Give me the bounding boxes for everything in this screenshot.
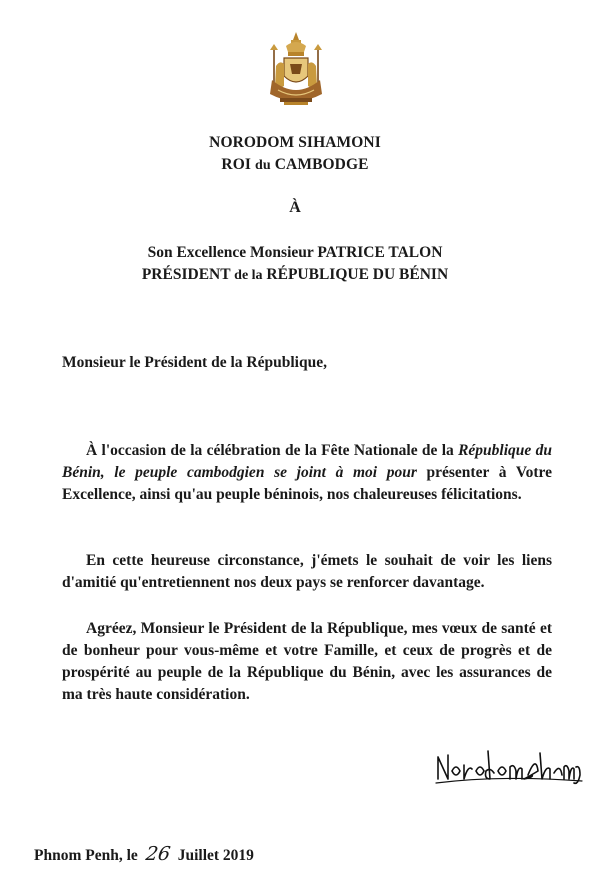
date-day-handwritten: 26: [144, 843, 172, 865]
recipient-name: Son Excellence Monsieur PATRICE TALON: [147, 244, 443, 261]
body-paragraph-3: Agréez, Monsieur le Président de la République, mes vœux de santé et de bonheur pour vous-même et votre Famille, et ceux de progrès et de prospérité au peuple de la République du Bénin, avec les assurances de ma très haute considération.: [62, 620, 552, 703]
sender-title-du: du: [255, 158, 271, 173]
royal-arms-emblem: [262, 30, 330, 110]
date-month-year: Juillet 2019: [177, 847, 254, 864]
recipient-title-president: PRÉSIDENT: [141, 266, 231, 283]
p1-start: À l'occasion de la célébration de la Fête Nationale de la: [86, 442, 459, 459]
body-paragraph-1: [62, 440, 552, 506]
handwritten-signature: [432, 745, 584, 787]
p1-italic: République du Bénin, le peuple cambodgien se joint à moi pour: [62, 442, 552, 481]
date-line: [34, 843, 254, 865]
body-paragraph-2: En cette heureuse circonstance, j'émets le souhait de voir les liens d'amitié qu'entretiennent nos deux pays se renforcer davantage.: [62, 552, 552, 591]
sender-name: NORODOM SIHAMONI: [209, 134, 381, 151]
recipient-title: [0, 266, 590, 284]
recipient-title-de-la: de la: [234, 268, 263, 283]
p1-end: présenter à Votre Excellence, ainsi qu'au peuple béninois, nos chaleureuses félicitations.: [62, 464, 552, 503]
salutation: Monsieur le Président de la République,: [62, 354, 327, 371]
date-place: Phnom Penh, le: [34, 847, 138, 864]
address-mark: À: [289, 199, 301, 216]
recipient-title-republic: RÉPUBLIQUE DU BÉNIN: [266, 266, 449, 283]
sender-title-country: CAMBODGE: [274, 156, 369, 173]
sender-title-roi: ROI: [221, 156, 252, 173]
sender-title: [0, 156, 590, 174]
